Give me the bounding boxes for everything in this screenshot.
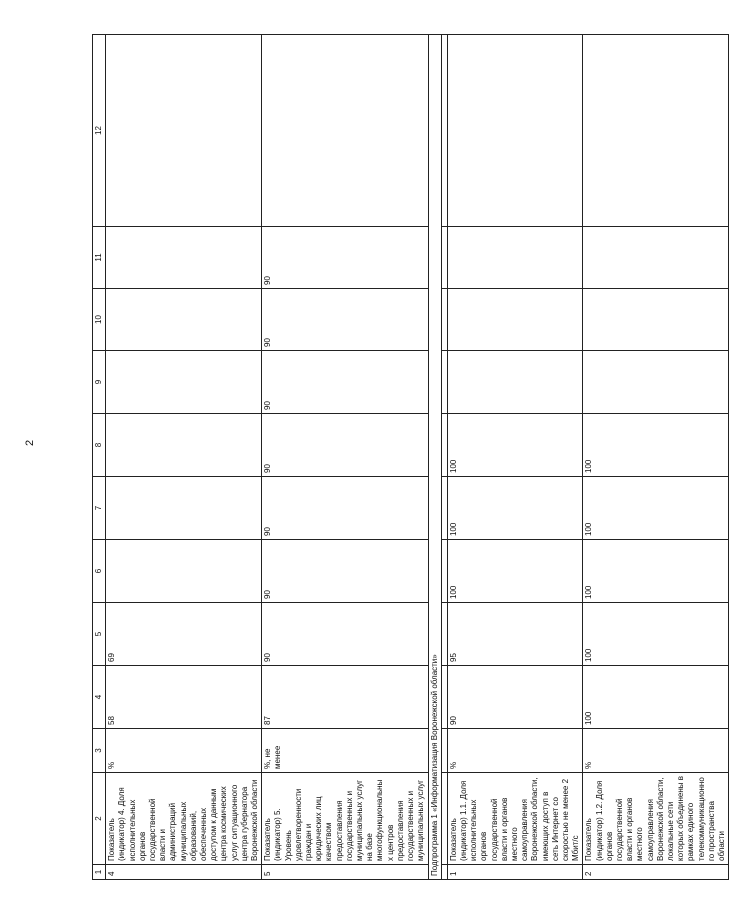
value-cell: 90 [262, 477, 428, 540]
value-cell [106, 289, 262, 351]
value-cell: 90 [262, 540, 428, 603]
column-number: 10 [93, 289, 106, 351]
value-cell: 87 [262, 666, 428, 729]
value-cell [106, 477, 262, 540]
value-cell [583, 227, 729, 289]
column-number: 3 [93, 729, 106, 773]
value-cell: 90 [262, 414, 428, 477]
indicators-table [92, 34, 729, 880]
value-cell [106, 227, 262, 289]
value-cell [262, 35, 428, 227]
value-cell: 90 [262, 227, 428, 289]
unit: % [447, 729, 583, 773]
column-number: 4 [93, 666, 106, 729]
value-cell [106, 351, 262, 414]
value-cell: 100 [447, 477, 583, 540]
column-number: 5 [93, 603, 106, 666]
value-cell: 90 [447, 666, 583, 729]
value-cell [106, 414, 262, 477]
column-number: 9 [93, 351, 106, 414]
indicator-name: Показатель (индикатор) 1.1. Доля исполнительных органов государственной власти и органов местного самоуправления Воронежской области, имеющих доступ в сеть Интернет со скоростью не менее 2 Мбит/с [447, 773, 583, 865]
value-cell [447, 227, 583, 289]
table-row [262, 35, 428, 880]
value-cell [583, 35, 729, 227]
column-number: 2 [93, 773, 106, 865]
value-cell: 90 [262, 289, 428, 351]
row-number: 1 [447, 865, 583, 880]
column-number: 8 [93, 414, 106, 477]
column-number: 11 [93, 227, 106, 289]
value-cell: 58 [106, 666, 262, 729]
indicator-name: Показатель (индикатор) 1.2. Доля органов государственной власти и органов местного самоуправления Воронежской области, локальные сети которых объединены в рамках единого телекоммуникационного пространства области [583, 773, 729, 865]
value-cell: 90 [262, 603, 428, 666]
value-cell: 90 [262, 351, 428, 414]
rotated-table-wrapper [92, 35, 726, 880]
column-number: 6 [93, 540, 106, 603]
row-number: 2 [583, 865, 729, 880]
subprogram-title: Подпрограмма 1 «Информатизация Воронежской области» [428, 35, 441, 880]
column-number: 12 [93, 35, 106, 227]
value-cell: 100 [447, 414, 583, 477]
table-row [447, 35, 583, 880]
column-number: 1 [93, 865, 106, 880]
value-cell: 100 [583, 414, 729, 477]
unit: %, не менее [262, 729, 428, 773]
value-cell [583, 351, 729, 414]
value-cell [106, 540, 262, 603]
value-cell [583, 289, 729, 351]
unit: % [106, 729, 262, 773]
value-cell [447, 351, 583, 414]
value-cell: 69 [106, 603, 262, 666]
value-cell [106, 35, 262, 227]
page-number: 2 [24, 439, 36, 446]
value-cell: 95 [447, 603, 583, 666]
subprogram-row [428, 35, 441, 880]
value-cell: 100 [447, 540, 583, 603]
column-number-row [93, 35, 106, 880]
row-number: 5 [262, 865, 428, 880]
value-cell: 100 [583, 603, 729, 666]
value-cell: 100 [583, 477, 729, 540]
indicator-name: Показатель (индикатор) 4. Доля исполнительных органов государственной власти и администраций муниципальных образований, обеспеченных доступом к данным центра космических услуг ситуационного центра губернатора Воронежской области [106, 773, 262, 865]
value-cell: 100 [583, 540, 729, 603]
value-cell [447, 35, 583, 227]
column-number: 7 [93, 477, 106, 540]
row-number: 4 [106, 865, 262, 880]
value-cell [447, 289, 583, 351]
table-row [106, 35, 262, 880]
value-cell: 100 [583, 666, 729, 729]
unit: % [583, 729, 729, 773]
table-row [583, 35, 729, 880]
indicator-name: Показатель (индикатор) 5. Уровень удовлетворенности граждан и юридических лиц качеством предоставления государственных и муниципальных услуг на базе многофункциональных центров предоставления государственных и муниципальных услуг [262, 773, 428, 865]
